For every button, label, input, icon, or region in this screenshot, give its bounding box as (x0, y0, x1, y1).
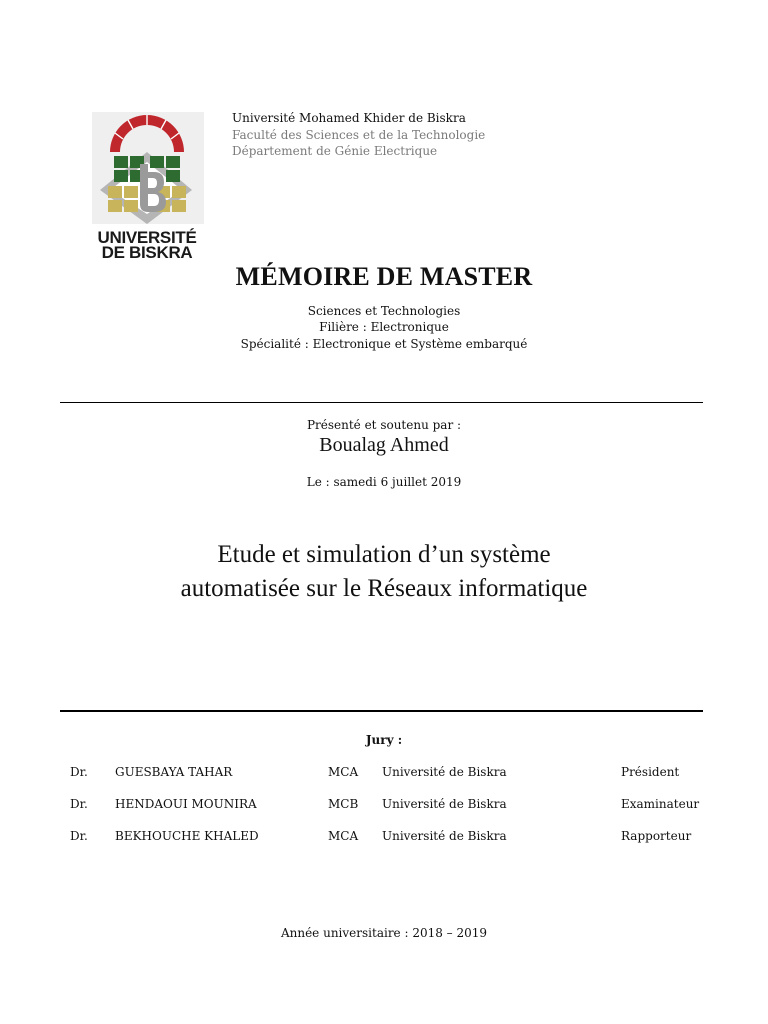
thesis-title-line1: Etude et simulation d’un système (217, 541, 551, 568)
document-field: Filière : Electronique (319, 320, 449, 334)
author-name: Boualag Ahmed (319, 434, 449, 456)
jury-member-university: Université de Biskra (382, 765, 507, 779)
jury-member-name: BEKHOUCHE KHALED (115, 829, 259, 843)
thesis-title-line2: automatisée sur le Réseaux informatique (180, 575, 588, 602)
logo-wordmark-line1: UNIVERSITÉ (97, 228, 197, 247)
jury-row (0, 765, 768, 781)
jury-member-grade: MCA (328, 765, 359, 779)
jury-member-name: HENDAOUI MOUNIRA (115, 797, 257, 811)
university-name: Université Mohamed Khider de Biskra (232, 111, 466, 125)
logo-emblem-icon (88, 108, 206, 226)
university-logo (88, 108, 206, 260)
logo-wordmark-line2: DE BISKRA (101, 243, 193, 262)
jury-member-grade: MCB (328, 797, 359, 811)
jury-member-role: Rapporteur (621, 829, 692, 843)
jury-member-grade: MCA (328, 829, 359, 843)
document-specialty: Spécialité : Electronique et Système embarqué (240, 337, 528, 351)
defense-date: Le : samedi 6 juillet 2019 (306, 475, 462, 489)
jury-member-title: Dr. (70, 829, 88, 843)
academic-year: Année universitaire : 2018 – 2019 (280, 926, 488, 940)
document-type-title: MÉMOIRE DE MASTER (235, 262, 533, 291)
bottom-divider (60, 710, 703, 712)
jury-member-title: Dr. (70, 765, 88, 779)
jury-member-university: Université de Biskra (382, 829, 507, 843)
jury-member-university: Université de Biskra (382, 797, 507, 811)
faculty-name: Faculté des Sciences et de la Technologie (232, 128, 486, 142)
jury-row (0, 797, 768, 813)
jury-member-role: Examinateur (621, 797, 700, 811)
jury-row (0, 829, 768, 845)
jury-member-title: Dr. (70, 797, 88, 811)
jury-label: Jury : (365, 733, 403, 747)
document-domain: Sciences et Technologies (307, 304, 461, 318)
jury-member-role: Président (621, 765, 680, 779)
department-name: Département de Génie Electrique (232, 144, 438, 158)
top-divider (60, 402, 703, 403)
jury-member-name: GUESBAYA TAHAR (115, 765, 233, 779)
presented-by-label: Présenté et soutenu par : (306, 418, 462, 432)
